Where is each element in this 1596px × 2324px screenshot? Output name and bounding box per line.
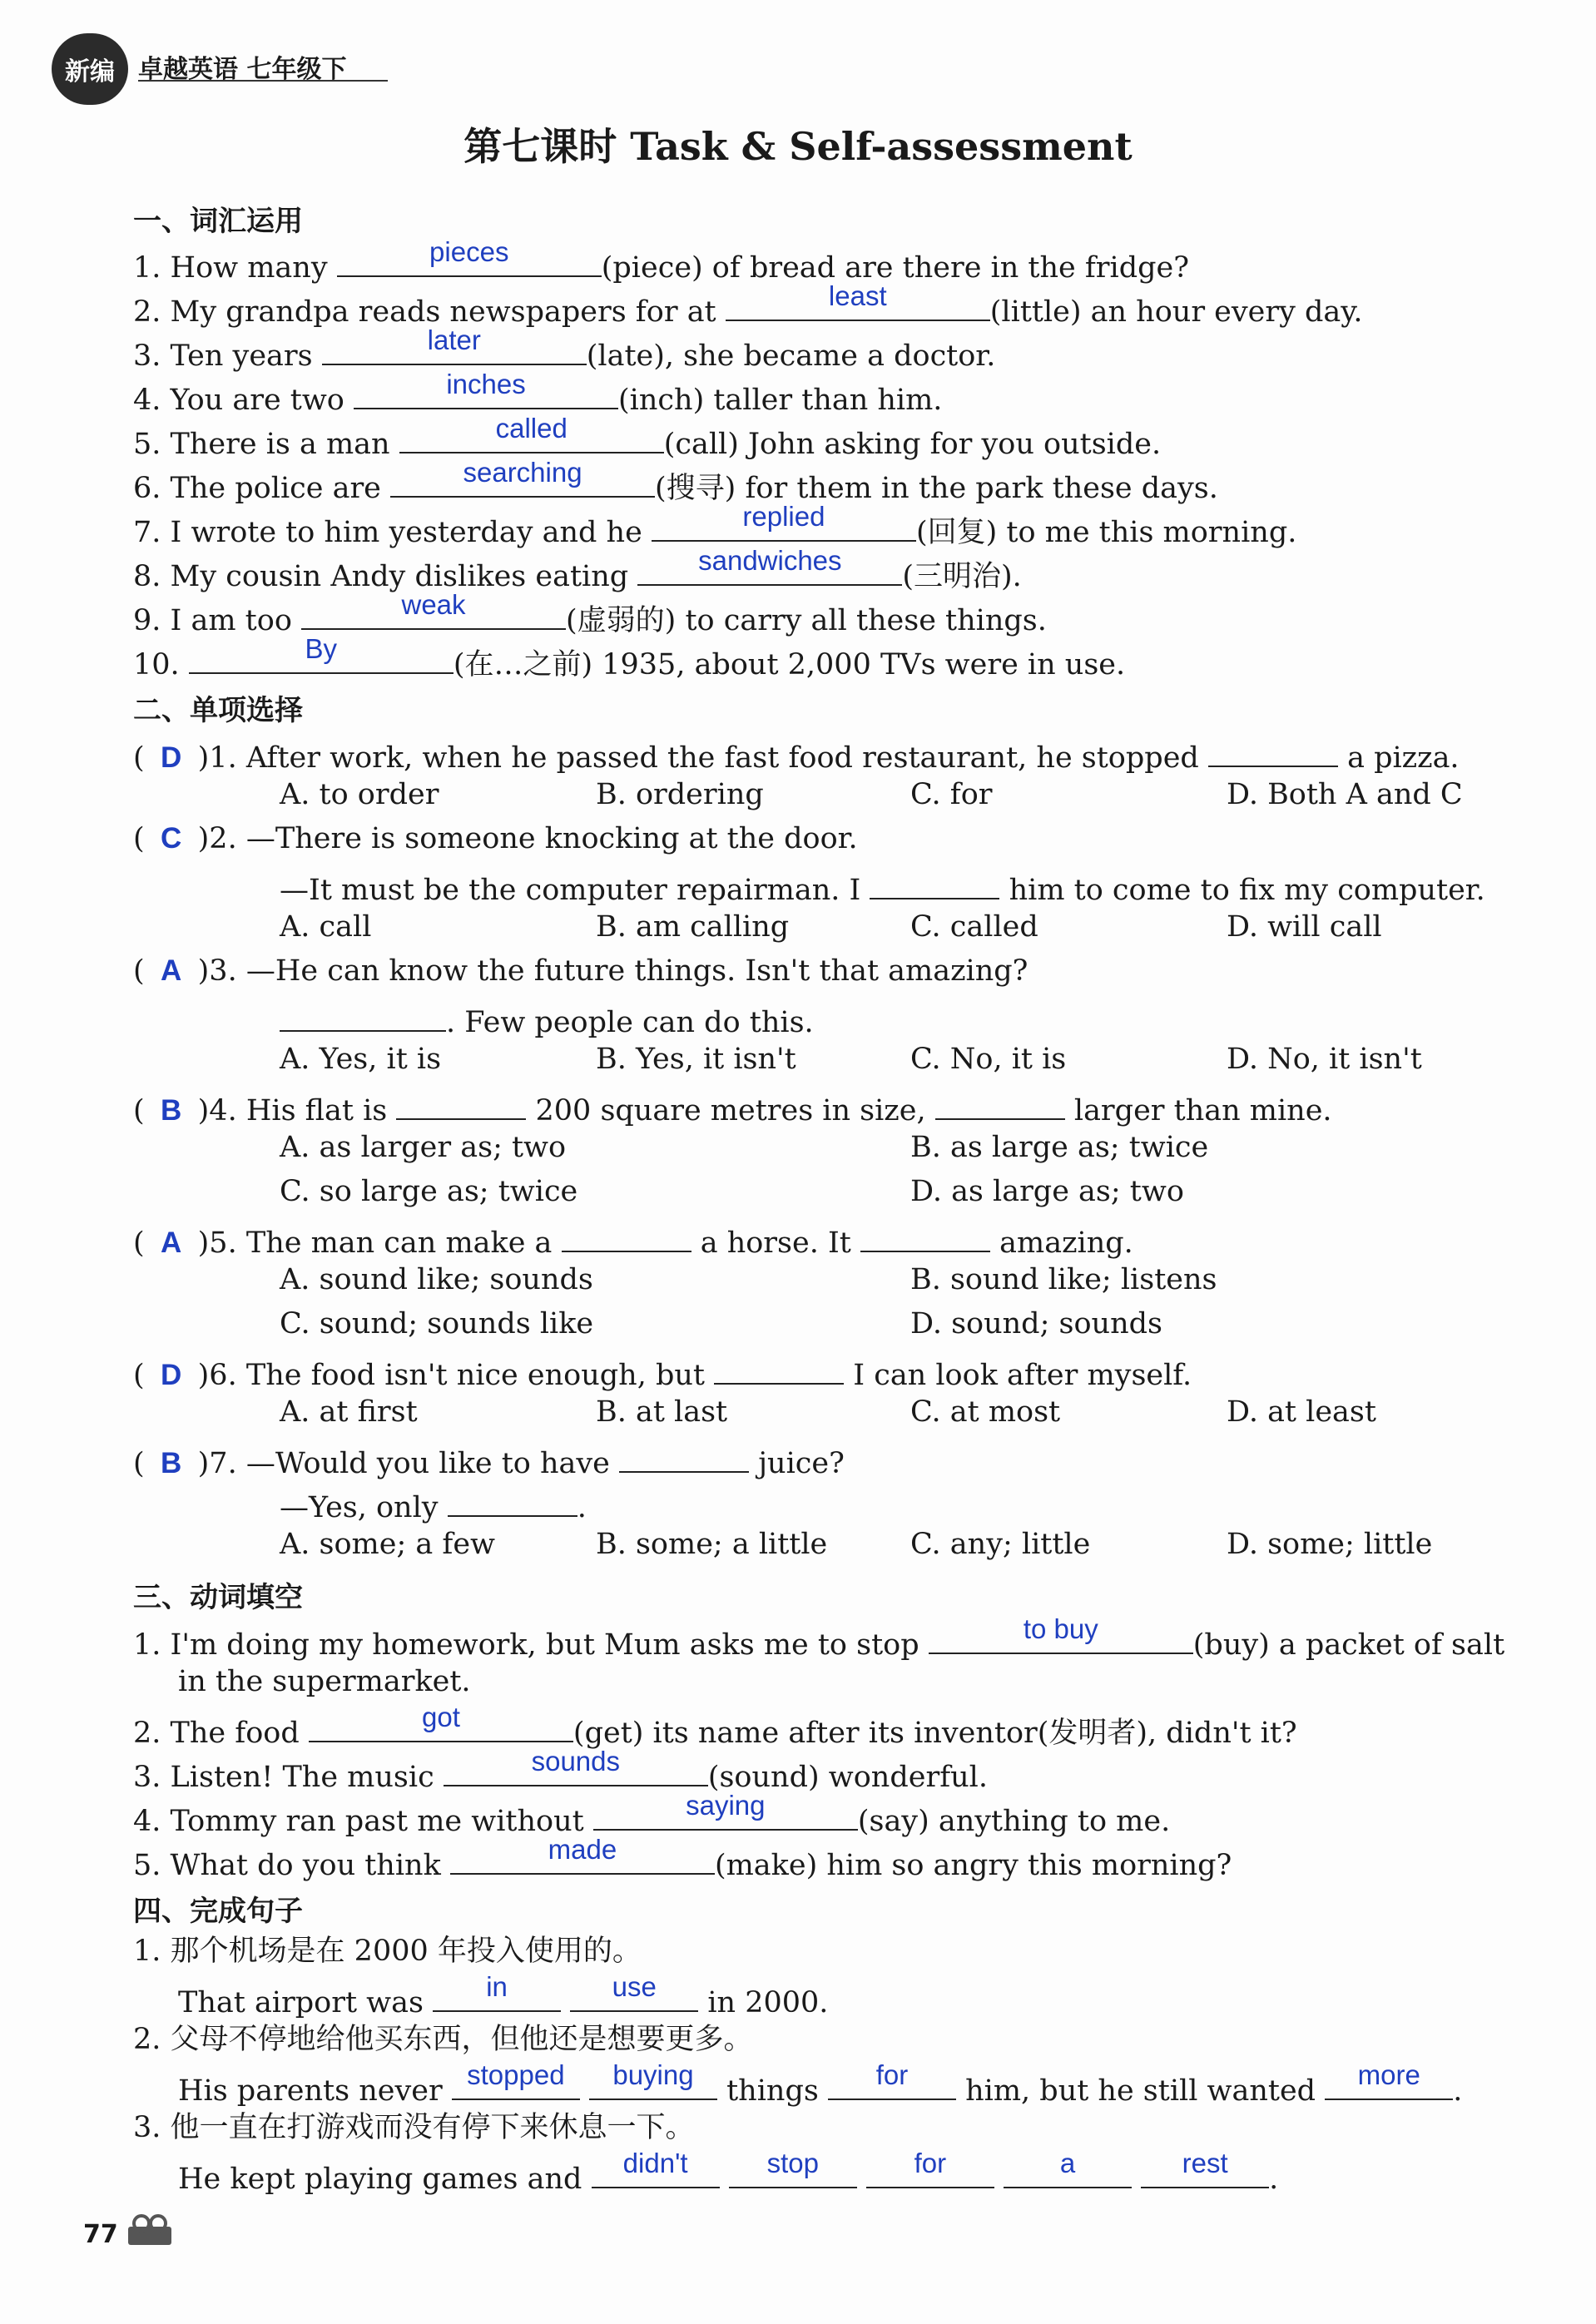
option-a[interactable]: A. to order xyxy=(280,778,439,811)
mc-answer[interactable]: D xyxy=(161,1359,182,1391)
answer-blank[interactable]: replied xyxy=(652,507,916,542)
verb-item: 1. I'm doing my homework, but Mum asks me to stop to buy (buy) a packet of salt xyxy=(133,1613,1505,1662)
vocab-item: 1. How many pieces (piece) of bread are there in the fridge? xyxy=(133,236,1190,285)
mc-question: ( A )3. —He can know the future things. Isn't that amazing? xyxy=(133,954,1028,988)
vocab-item: 2. My grandpa reads newspapers for at least (little) an hour every day. xyxy=(133,280,1363,329)
answer-blank[interactable]: in xyxy=(433,1977,561,2012)
sentence-english: He kept playing games and didn't stop for a rest . xyxy=(178,2148,1279,2196)
option-b[interactable]: B. as large as; twice xyxy=(910,1131,1209,1164)
answer-blank[interactable]: sounds xyxy=(444,1752,708,1786)
option-d[interactable]: D. No, it isn't xyxy=(1227,1043,1422,1076)
mc-answer[interactable]: B xyxy=(161,1094,182,1127)
option-c[interactable]: C. so large as; twice xyxy=(280,1175,578,1208)
series-badge: 新编 xyxy=(52,33,128,105)
vocab-item: 6. The police are searching (搜寻) for them in the park these days. xyxy=(133,457,1218,505)
answer-blank[interactable]: stopped xyxy=(452,2065,580,2100)
verb-item: 2. The food got (get) its name after its inventor(发明者), didn't it? xyxy=(133,1702,1297,1750)
verb-item-continued: in the supermarket. xyxy=(178,1665,471,1698)
answer-blank[interactable] xyxy=(870,865,999,899)
answer-blank[interactable]: more xyxy=(1325,2065,1453,2100)
book-title: 卓越英语 七年级下 xyxy=(138,55,347,84)
section-heading-vocab: 一、词汇运用 xyxy=(133,205,303,238)
option-d[interactable]: D. sound; sounds xyxy=(910,1307,1162,1340)
answer-blank[interactable] xyxy=(562,1217,691,1252)
sentence-chinese: 2. 父母不停地给他买东西，但他还是想要更多。 xyxy=(133,2023,753,2056)
page-title: 第七课时 Task & Self-assessment xyxy=(463,124,1133,169)
option-c[interactable]: C. at most xyxy=(910,1395,1061,1429)
vocab-item: 5. There is a man called (call) John asking for you outside. xyxy=(133,413,1162,461)
answer-blank[interactable]: for xyxy=(828,2065,956,2100)
answer-blank[interactable] xyxy=(1208,732,1338,767)
answer-blank[interactable]: didn't xyxy=(592,2153,720,2188)
answer-blank[interactable] xyxy=(448,1482,577,1517)
section-heading-choice: 二、单项选择 xyxy=(133,694,303,727)
option-b[interactable]: B. Yes, it isn't xyxy=(596,1043,796,1076)
option-b[interactable]: B. sound like; listens xyxy=(910,1263,1217,1296)
answer-blank[interactable]: least xyxy=(726,286,990,321)
option-d[interactable]: D. as large as; two xyxy=(910,1175,1184,1208)
answer-blank[interactable]: later xyxy=(322,330,587,365)
sentence-english: That airport was in use in 2000. xyxy=(178,1971,829,2019)
option-d[interactable]: D. at least xyxy=(1227,1395,1376,1429)
option-c[interactable]: C. No, it is xyxy=(910,1043,1067,1076)
answer-blank[interactable] xyxy=(619,1438,749,1473)
option-b[interactable]: B. ordering xyxy=(596,778,764,811)
page-number: 77 xyxy=(83,2220,118,2249)
mc-question-line: . Few people can do this. xyxy=(280,997,814,1041)
mc-question: ( B )4. His flat is 200 square metres in size, larger than mine. xyxy=(133,1085,1332,1129)
option-c[interactable]: C. any; little xyxy=(910,1528,1091,1561)
answer-blank[interactable] xyxy=(860,1217,990,1252)
section-heading-verbs: 三、动词填空 xyxy=(133,1581,303,1614)
answer-blank[interactable]: to buy xyxy=(929,1619,1193,1654)
header-underline xyxy=(138,80,388,82)
vocab-item: 7. I wrote to him yesterday and he replied (回复) to me this morning. xyxy=(133,501,1297,549)
mc-answer[interactable]: A xyxy=(161,954,182,987)
verb-item: 5. What do you think made (make) him so angry this morning? xyxy=(133,1834,1232,1882)
answer-blank[interactable]: weak xyxy=(301,595,566,630)
verb-item: 4. Tommy ran past me without saying (say) anything to me. xyxy=(133,1790,1171,1838)
option-d[interactable]: D. Both A and C xyxy=(1227,778,1463,811)
answer-blank[interactable]: pieces xyxy=(337,242,602,277)
sentence-chinese: 1. 那个机场是在 2000 年投入使用的。 xyxy=(133,1935,642,1968)
verb-item: 3. Listen! The music sounds (sound) wonderful. xyxy=(133,1746,989,1794)
mc-question: ( A )5. The man can make a a horse. It amazing. xyxy=(133,1217,1133,1261)
option-a[interactable]: A. call xyxy=(280,910,372,944)
mc-question: ( C )2. —There is someone knocking at the door. xyxy=(133,822,858,855)
mc-question-line: —It must be the computer repairman. I him to come to fix my computer. xyxy=(280,865,1485,909)
answer-blank[interactable]: searching xyxy=(390,463,655,498)
option-b[interactable]: B. at last xyxy=(596,1395,728,1429)
mc-question: ( D )1. After work, when he passed the fast food restaurant, he stopped a pizza. xyxy=(133,732,1460,776)
option-c[interactable]: C. for xyxy=(910,778,993,811)
answer-blank[interactable] xyxy=(714,1350,844,1385)
mc-answer[interactable]: B xyxy=(161,1447,182,1479)
option-a[interactable]: A. Yes, it is xyxy=(280,1043,442,1076)
vocab-item: 8. My cousin Andy dislikes eating sandwiches (三明治). xyxy=(133,545,1022,593)
sentence-english: His parents never stopped buying things for him, but he still wanted more . xyxy=(178,2059,1463,2108)
mc-question-line: —Yes, only . xyxy=(280,1482,587,1526)
answer-blank[interactable]: made xyxy=(450,1840,715,1875)
answer-blank[interactable] xyxy=(935,1085,1065,1120)
answer-blank[interactable]: buying xyxy=(589,2065,717,2100)
mc-question: ( D )6. The food isn't nice enough, but I can look after myself. xyxy=(133,1350,1192,1394)
answer-blank[interactable]: use xyxy=(570,1977,698,2012)
mc-answer[interactable]: A xyxy=(161,1226,182,1259)
answer-blank[interactable]: inches xyxy=(354,374,618,409)
vocab-item: 4. You are two inches (inch) taller than him. xyxy=(133,369,943,417)
option-a[interactable]: A. at first xyxy=(280,1395,418,1429)
option-b[interactable]: B. some; a little xyxy=(596,1528,828,1561)
option-b[interactable]: B. am calling xyxy=(596,910,790,944)
camera-icon xyxy=(125,2213,175,2247)
answer-blank[interactable]: called xyxy=(399,419,664,453)
answer-blank[interactable]: got xyxy=(309,1707,573,1742)
answer-blank[interactable] xyxy=(280,997,446,1032)
answer-blank[interactable]: a xyxy=(1004,2153,1132,2188)
mc-answer[interactable]: D xyxy=(161,741,182,774)
option-c[interactable]: C. sound; sounds like xyxy=(280,1307,594,1340)
answer-blank[interactable]: stop xyxy=(729,2153,857,2188)
answer-blank[interactable] xyxy=(396,1085,526,1120)
mc-answer[interactable]: C xyxy=(161,822,182,855)
option-d[interactable]: D. some; little xyxy=(1227,1528,1433,1561)
option-a[interactable]: A. sound like; sounds xyxy=(280,1263,593,1296)
vocab-item: 10. By (在…之前) 1935, about 2,000 TVs were in use. xyxy=(133,633,1126,681)
option-a[interactable]: A. as larger as; two xyxy=(280,1131,567,1164)
answer-blank[interactable]: rest xyxy=(1141,2153,1269,2188)
vocab-item: 3. Ten years later (late), she became a doctor. xyxy=(133,325,996,373)
vocab-item: 9. I am too weak (虚弱的) to carry all these things. xyxy=(133,589,1047,637)
mc-question: ( B )7. —Would you like to have juice? xyxy=(133,1438,845,1482)
sentence-chinese: 3. 他一直在打游戏而没有停下来休息一下。 xyxy=(133,2111,695,2144)
option-d[interactable]: D. will call xyxy=(1227,910,1382,944)
option-c[interactable]: C. called xyxy=(910,910,1038,944)
option-a[interactable]: A. some; a few xyxy=(280,1528,495,1561)
answer-blank[interactable]: By xyxy=(189,639,454,674)
answer-blank[interactable]: for xyxy=(866,2153,994,2188)
answer-blank[interactable]: sandwiches xyxy=(637,551,902,586)
answer-blank[interactable]: saying xyxy=(593,1796,858,1831)
section-heading-sentences: 四、完成句子 xyxy=(133,1895,303,1928)
